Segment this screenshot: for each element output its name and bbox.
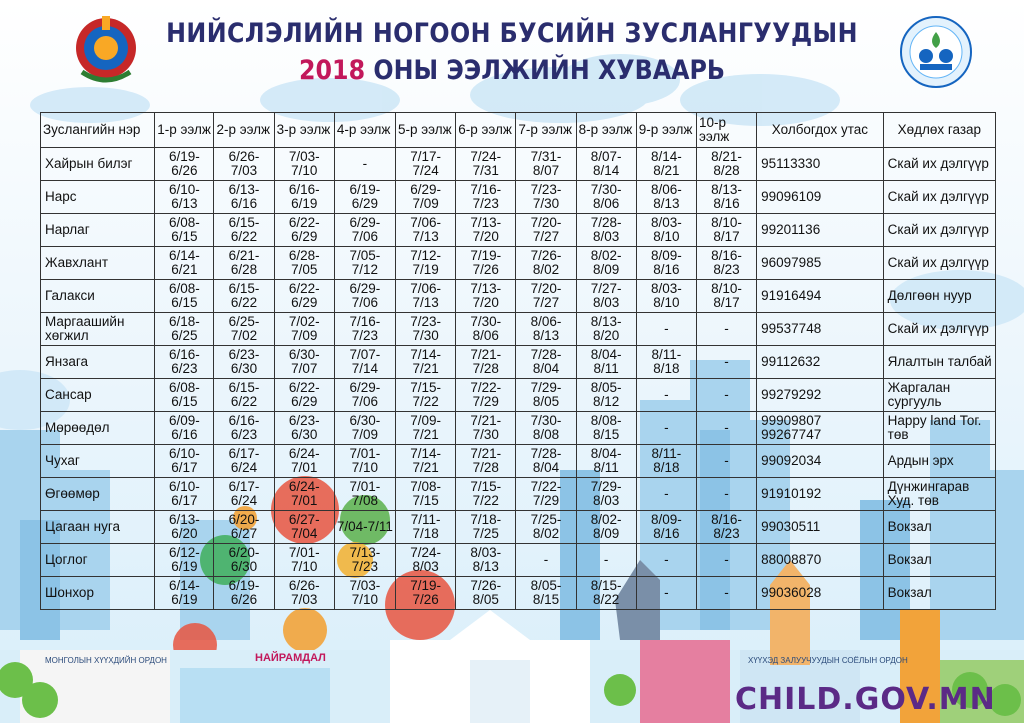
shift-dates-cell: 6/14-6/21 [155, 247, 214, 280]
shift-dates-cell: 6/26-7/03 [274, 577, 334, 610]
shift-dates-cell: 8/10-8/17 [696, 214, 756, 247]
shift-dates-cell: 7/29-8/05 [516, 379, 576, 412]
shift-dates-cell: 6/22-6/29 [274, 379, 334, 412]
table-row [41, 214, 996, 247]
shift-dates-cell: - [636, 379, 696, 412]
shift-dates-cell: 8/15-8/22 [576, 577, 636, 610]
shift-dates-cell: - [576, 544, 636, 577]
shift-dates-cell: 6/29-7/06 [334, 214, 395, 247]
shift-dates-cell: 7/29-8/03 [576, 478, 636, 511]
table-row [41, 445, 996, 478]
shift-dates-cell: 6/30-7/09 [334, 412, 395, 445]
camp-name-cell: Өгөөмөр [41, 478, 155, 511]
shift-dates-cell: 8/11-8/18 [636, 445, 696, 478]
column-header: 10-р ээлж [696, 113, 756, 148]
shift-dates-cell: 6/19-6/29 [334, 181, 395, 214]
table-header-row [41, 113, 996, 148]
shift-dates-cell: 7/17-7/24 [396, 148, 456, 181]
shift-dates-cell: 8/21-8/28 [696, 148, 756, 181]
shift-dates-cell: 7/13-7/23 [334, 544, 395, 577]
website-url: CHILD.GOV.MN [735, 682, 996, 717]
shift-dates-cell: 6/12-6/19 [155, 544, 214, 577]
shift-dates-cell: - [636, 577, 696, 610]
table-row [41, 313, 996, 346]
shift-dates-cell: - [696, 379, 756, 412]
shift-dates-cell: - [696, 346, 756, 379]
shift-dates-cell: 8/07-8/14 [576, 148, 636, 181]
shift-dates-cell: - [696, 577, 756, 610]
shift-dates-cell: 7/26-8/05 [456, 577, 516, 610]
shift-dates-cell: 8/16-8/23 [696, 247, 756, 280]
shift-dates-cell: - [696, 544, 756, 577]
shift-dates-cell: 6/13-6/20 [155, 511, 214, 544]
shift-dates-cell: 7/24-8/03 [396, 544, 456, 577]
table-row [41, 181, 996, 214]
shift-dates-cell: 6/25-7/02 [214, 313, 274, 346]
shift-dates-cell: - [636, 412, 696, 445]
shift-dates-cell: 6/20-6/30 [214, 544, 274, 577]
phone-cell: 99092034 [757, 445, 884, 478]
shift-dates-cell: 7/28-8/04 [516, 445, 576, 478]
shift-dates-cell: 7/30-8/06 [576, 181, 636, 214]
shift-dates-cell: 6/22-6/29 [274, 214, 334, 247]
shift-dates-cell: 7/25-8/02 [516, 511, 576, 544]
shift-dates-cell: 6/23-6/30 [274, 412, 334, 445]
shift-dates-cell: 7/15-7/22 [456, 478, 516, 511]
shift-dates-cell: 7/19-7/26 [396, 577, 456, 610]
shift-dates-cell: 8/09-8/16 [636, 511, 696, 544]
shift-dates-cell: 7/28-8/04 [516, 346, 576, 379]
shift-dates-cell: 7/14-7/21 [396, 445, 456, 478]
shift-dates-cell: 7/26-8/02 [516, 247, 576, 280]
building-label-3: ХҮҮХЭД ЗАЛУУЧУУДЫН СОЁЛЫН ОРДОН [748, 656, 908, 665]
shift-dates-cell: - [636, 313, 696, 346]
shift-dates-cell: 8/02-8/09 [576, 511, 636, 544]
shift-dates-cell: 6/28-7/05 [274, 247, 334, 280]
camp-name-cell: Мөрөөдөл [41, 412, 155, 445]
table-row [41, 577, 996, 610]
phone-cell: 99096109 [757, 181, 884, 214]
shift-dates-cell: 6/10-6/17 [155, 478, 214, 511]
camp-name-cell: Шонхор [41, 577, 155, 610]
shift-dates-cell: 7/04-7/11 [334, 511, 395, 544]
shift-dates-cell: 6/20-6/27 [214, 511, 274, 544]
shift-dates-cell: 7/19-7/26 [456, 247, 516, 280]
shift-dates-cell: 6/19-6/26 [214, 577, 274, 610]
shift-dates-cell: 8/05-8/15 [516, 577, 576, 610]
table-row [41, 346, 996, 379]
departure-place-cell: Дөлгөөн нуур [883, 280, 995, 313]
departure-place-cell: Скай их дэлгүүр [883, 214, 995, 247]
shift-dates-cell: - [636, 478, 696, 511]
column-header: 3-р ээлж [274, 113, 334, 148]
shift-dates-cell: - [696, 313, 756, 346]
shift-dates-cell: 6/17-6/24 [214, 445, 274, 478]
phone-cell: 99279292 [757, 379, 884, 412]
shift-dates-cell: 6/15-6/22 [214, 214, 274, 247]
shift-dates-cell: 7/12-7/19 [396, 247, 456, 280]
page-title-line-1: НИЙСЛЭЛИЙН НОГООН БУСИЙН ЗУСЛАНГУУДЫН [166, 18, 858, 49]
departure-place-cell: Ардын эрх [883, 445, 995, 478]
building-label-2: НАЙРАМДАЛ [255, 652, 326, 664]
shift-dates-cell: 7/30-8/08 [516, 412, 576, 445]
departure-place-cell: Скай их дэлгүүр [883, 148, 995, 181]
shift-dates-cell: 6/10-6/17 [155, 445, 214, 478]
title-year: 2018 [298, 55, 366, 86]
shift-dates-cell: 7/01-7/10 [274, 544, 334, 577]
shift-dates-cell: 6/27-7/04 [274, 511, 334, 544]
camp-name-cell: Цоглог [41, 544, 155, 577]
shift-dates-cell: - [334, 148, 395, 181]
shift-dates-cell: - [636, 544, 696, 577]
shift-dates-cell: 7/16-7/23 [334, 313, 395, 346]
departure-place-cell: Happy land Тог. төв [883, 412, 995, 445]
page-title-line-2 [61, 55, 962, 86]
table-row [41, 379, 996, 412]
title-line-2-text: ОНЫ ЭЭЛЖИЙН ХУВААРЬ [365, 55, 726, 86]
camp-name-cell: Чухаг [41, 445, 155, 478]
shift-dates-cell: 6/16-6/23 [214, 412, 274, 445]
departure-place-cell: Дүнжингарав Худ. төв [883, 478, 995, 511]
shift-dates-cell: 7/21-7/30 [456, 412, 516, 445]
departure-place-cell: Скай их дэлгүүр [883, 181, 995, 214]
shift-dates-cell: 7/28-8/03 [576, 214, 636, 247]
column-header: 2-р ээлж [214, 113, 274, 148]
phone-cell: 95113330 [757, 148, 884, 181]
shift-dates-cell: 6/19-6/26 [155, 148, 214, 181]
shift-dates-cell: 6/21-6/28 [214, 247, 274, 280]
shift-dates-cell: 6/10-6/13 [155, 181, 214, 214]
schedule-table [40, 112, 996, 610]
shift-dates-cell: 8/06-8/13 [636, 181, 696, 214]
shift-dates-cell: 7/08-7/15 [396, 478, 456, 511]
shift-dates-cell: 6/14-6/19 [155, 577, 214, 610]
shift-dates-cell: 7/22-7/29 [516, 478, 576, 511]
departure-place-cell: Жаргалан сургууль [883, 379, 995, 412]
shift-dates-cell: 7/13-7/20 [456, 214, 516, 247]
departure-place-cell: Ялалтын талбай [883, 346, 995, 379]
shift-dates-cell: - [696, 478, 756, 511]
shift-dates-cell: 6/23-6/30 [214, 346, 274, 379]
shift-dates-cell: 8/03-8/13 [456, 544, 516, 577]
shift-dates-cell: 7/24-7/31 [456, 148, 516, 181]
shift-dates-cell: 7/16-7/23 [456, 181, 516, 214]
shift-dates-cell: 6/22-6/29 [274, 280, 334, 313]
shift-dates-cell: - [696, 445, 756, 478]
shift-dates-cell: 6/13-6/16 [214, 181, 274, 214]
shift-dates-cell: 7/21-7/28 [456, 346, 516, 379]
shift-dates-cell: 6/09-6/16 [155, 412, 214, 445]
shift-dates-cell: 7/18-7/25 [456, 511, 516, 544]
phone-cell: 91910192 [757, 478, 884, 511]
camp-name-cell: Сансар [41, 379, 155, 412]
camp-name-cell: Маргаашийн хөгжил [41, 313, 155, 346]
shift-dates-cell: 7/02-7/09 [274, 313, 334, 346]
shift-dates-cell: 7/01-7/10 [334, 445, 395, 478]
shift-dates-cell: 8/10-8/17 [696, 280, 756, 313]
phone-cell: 96097985 [757, 247, 884, 280]
shift-dates-cell: 6/30-7/07 [274, 346, 334, 379]
shift-dates-cell: - [516, 544, 576, 577]
shift-dates-cell: 6/24-7/01 [274, 445, 334, 478]
shift-dates-cell: 6/29-7/09 [396, 181, 456, 214]
shift-dates-cell: 8/11-8/18 [636, 346, 696, 379]
shift-dates-cell: 6/08-6/15 [155, 280, 214, 313]
shift-dates-cell: 6/15-6/22 [214, 379, 274, 412]
shift-dates-cell: 6/29-7/06 [334, 379, 395, 412]
shift-dates-cell: 8/04-8/11 [576, 346, 636, 379]
shift-dates-cell: 8/05-8/12 [576, 379, 636, 412]
table-row [41, 544, 996, 577]
shift-dates-cell: 6/26-7/03 [214, 148, 274, 181]
column-header: 9-р ээлж [636, 113, 696, 148]
shift-dates-cell: 6/18-6/25 [155, 313, 214, 346]
phone-cell: 99030511 [757, 511, 884, 544]
table-row [41, 412, 996, 445]
phone-cell: 88008870 [757, 544, 884, 577]
table-row [41, 247, 996, 280]
shift-dates-cell: 7/20-7/27 [516, 214, 576, 247]
shift-dates-cell: 7/20-7/27 [516, 280, 576, 313]
phone-cell: 99537748 [757, 313, 884, 346]
table-row [41, 511, 996, 544]
shift-dates-cell: 7/03-7/10 [334, 577, 395, 610]
camp-name-cell: Хайрын билэг [41, 148, 155, 181]
camp-name-cell: Нарлаг [41, 214, 155, 247]
shift-dates-cell: 6/08-6/15 [155, 379, 214, 412]
shift-dates-cell: 7/09-7/21 [396, 412, 456, 445]
shift-dates-cell: 7/30-8/06 [456, 313, 516, 346]
shift-dates-cell: 8/03-8/10 [636, 280, 696, 313]
column-header: 8-р ээлж [576, 113, 636, 148]
departure-place-cell: Скай их дэлгүүр [883, 313, 995, 346]
shift-dates-cell: 8/13-8/16 [696, 181, 756, 214]
shift-dates-cell: 8/08-8/15 [576, 412, 636, 445]
shift-dates-cell: 8/04-8/11 [576, 445, 636, 478]
column-header: Хөдлөх газар [883, 113, 995, 148]
column-header: 5-р ээлж [396, 113, 456, 148]
shift-dates-cell: 6/16-6/19 [274, 181, 334, 214]
shift-dates-cell: 8/14-8/21 [636, 148, 696, 181]
shift-dates-cell: 7/31-8/07 [516, 148, 576, 181]
shift-dates-cell: 7/23-7/30 [516, 181, 576, 214]
shift-dates-cell: 8/13-8/20 [576, 313, 636, 346]
shift-dates-cell: 6/17-6/24 [214, 478, 274, 511]
shift-dates-cell: 6/29-7/06 [334, 280, 395, 313]
shift-dates-cell: 7/13-7/20 [456, 280, 516, 313]
departure-place-cell: Скай их дэлгүүр [883, 247, 995, 280]
phone-cell: 91916494 [757, 280, 884, 313]
table-row [41, 148, 996, 181]
shift-dates-cell: 8/06-8/13 [516, 313, 576, 346]
shift-dates-cell: 7/11-7/18 [396, 511, 456, 544]
camp-name-cell: Цагаан нуга [41, 511, 155, 544]
shift-dates-cell: 8/16-8/23 [696, 511, 756, 544]
shift-dates-cell: 6/24-7/01 [274, 478, 334, 511]
shift-dates-cell: 6/16-6/23 [155, 346, 214, 379]
shift-dates-cell: 7/01-7/08 [334, 478, 395, 511]
camp-name-cell: Нарс [41, 181, 155, 214]
column-header: 4-р ээлж [334, 113, 395, 148]
column-header: 6-р ээлж [456, 113, 516, 148]
shift-dates-cell: 7/06-7/13 [396, 214, 456, 247]
building-label-1: МОНГОЛЫН ХҮҮХДИЙН ОРДОН [45, 656, 167, 665]
shift-dates-cell: 7/21-7/28 [456, 445, 516, 478]
phone-cell: 99036028 [757, 577, 884, 610]
departure-place-cell: Вокзал [883, 511, 995, 544]
column-header: Холбогдох утас [757, 113, 884, 148]
camp-name-cell: Янзага [41, 346, 155, 379]
shift-dates-cell: 7/22-7/29 [456, 379, 516, 412]
shift-dates-cell: - [696, 412, 756, 445]
column-header: Зуслангийн нэр [41, 113, 155, 148]
shift-dates-cell: 7/05-7/12 [334, 247, 395, 280]
phone-cell: 99112632 [757, 346, 884, 379]
column-header: 7-р ээлж [516, 113, 576, 148]
shift-dates-cell: 7/27-8/03 [576, 280, 636, 313]
table-row [41, 478, 996, 511]
shift-dates-cell: 6/08-6/15 [155, 214, 214, 247]
shift-dates-cell: 8/09-8/16 [636, 247, 696, 280]
camp-name-cell: Галакси [41, 280, 155, 313]
phone-cell: 99909807 99267747 [757, 412, 884, 445]
departure-place-cell: Вокзал [883, 544, 995, 577]
shift-dates-cell: 8/02-8/09 [576, 247, 636, 280]
shift-dates-cell: 7/14-7/21 [396, 346, 456, 379]
shift-dates-cell: 8/03-8/10 [636, 214, 696, 247]
camp-name-cell: Жавхлант [41, 247, 155, 280]
shift-dates-cell: 7/06-7/13 [396, 280, 456, 313]
table-row [41, 280, 996, 313]
shift-dates-cell: 6/15-6/22 [214, 280, 274, 313]
departure-place-cell: Вокзал [883, 577, 995, 610]
shift-dates-cell: 7/15-7/22 [396, 379, 456, 412]
shift-dates-cell: 7/03-7/10 [274, 148, 334, 181]
shift-dates-cell: 7/07-7/14 [334, 346, 395, 379]
column-header: 1-р ээлж [155, 113, 214, 148]
shift-dates-cell: 7/23-7/30 [396, 313, 456, 346]
table-body [41, 148, 996, 610]
phone-cell: 99201136 [757, 214, 884, 247]
